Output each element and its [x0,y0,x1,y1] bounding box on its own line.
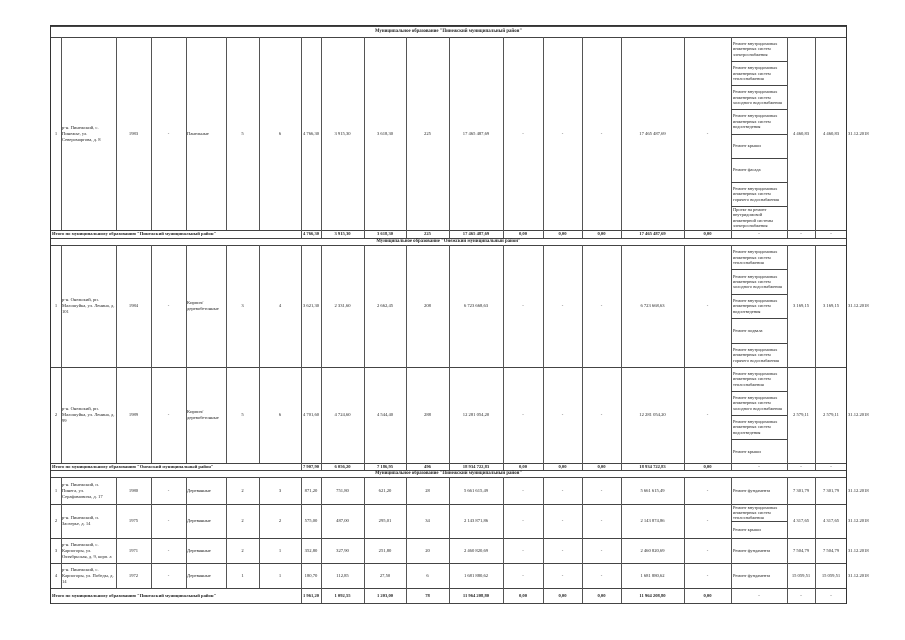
cell-material: Кирпич/ деревобетонные [187,300,219,311]
work-item: Ремонт внутридомовых инженерных систем горячего водоснабжения [733,346,779,363]
cell-cost-budget: - [561,130,564,136]
cell-cost-other: - [706,487,709,493]
cell-deadline: 31.12.2018 [848,518,869,523]
row-divider [51,26,846,27]
work-item: Ремонт подвала [733,327,763,333]
cell-cost-total: 17 465 487,69 [462,130,490,136]
cell-year: 1984 [128,303,139,308]
cell-area-living: 2 331,60 [334,303,351,308]
cell-cost-total: 12 281 054,20 [462,412,490,417]
cell-limit-cost: 15 059,51 [821,572,841,578]
total-cost-municipal: 0,00 [597,463,606,469]
cell-floors: 5 [241,412,244,417]
total-deadline: - [758,231,760,236]
work-cell [731,269,787,293]
cell-area-owned: 251,80 [378,547,392,553]
work-item: Ремонт внутридомовых инженерных систем теплоснабжения [733,504,778,521]
work-item: Ремонт фундамента [733,548,771,553]
cell-year: 1980 [128,487,139,493]
cell-year: 1975 [128,518,139,523]
cell-material: Панельные [187,130,209,136]
cell-cost-owners: 6 723 668,63 [640,303,665,308]
work-item: Ремонт внутридомовых инженерных систем теплоснабжения [733,371,778,387]
cell-cost-total: 2 143 871,86 [463,518,489,523]
cell-area-owned: 295,01 [378,518,392,523]
cell-entrances: 6 [278,412,282,417]
work-cell [731,563,787,588]
cell-floors: 2 [241,547,244,553]
cell-material: Деревянные [187,547,211,553]
total-deadline: - [758,463,760,469]
cell-unit-cost: 7 301,79 [792,487,810,493]
total-area-owned: 1 203,00 [376,592,394,598]
cell-unit-cost: 4 460,83 [792,130,810,136]
cell-cost-budget: - [561,412,564,417]
cell-residents: 288 [424,412,431,417]
work-item: Ремонт фундамента [733,573,771,578]
cell-cost-other: - [706,303,709,308]
work-cell [731,538,787,563]
total-residents: 225 [424,231,431,236]
cell-cost-other: - [706,518,709,523]
cell-address: р-н. Пинежский, с. Карпогоры, ул. Победы, д. 14 [62,566,114,584]
cell-year-major: - [167,130,170,136]
capital-repair-table [50,25,869,604]
cell-material: Деревянные [187,487,211,493]
total-label: Итого по муниципальному образованию "Пинежский муниципальный район" [52,231,217,236]
work-cell [731,504,787,521]
work-item: Ремонт внутридомовых инженерных систем теплоснабжения [733,249,778,265]
cell-cost-other: - [706,130,709,136]
cell-cost-fund: - [522,572,524,578]
work-cell [731,367,787,391]
cell-cost-owners: 2 460 820,69 [640,547,665,553]
cell-floors: 1 [241,572,244,578]
cell-address: р-н. Пинежский, п. Заозерье, д. 14 [62,515,100,526]
work-item: Ремонт крыши [733,448,761,454]
work-item: Ремонт внутридомовых инженерных систем холодного водоснабжения [733,395,782,411]
section-title: Муниципальное образование "Пинежский муниципальный район" [374,470,523,476]
cell-year: 1983 [128,130,139,136]
cell-cost-total: 5 661 615,49 [463,487,489,493]
work-item: Ремонт внутридомовых инженерных систем водоотведения [733,297,778,314]
total-area-owned: 3 618,30 [376,231,394,236]
cell-cost-municipal: - [600,572,603,578]
work-cell [731,343,787,367]
work-cell [731,37,787,61]
total-label: Итого по муниципальному образованию "Пинежский муниципальный район" [52,592,217,598]
cell-deadline: 31.12.2018 [848,303,869,308]
cell-material: Деревянные [187,518,211,523]
cell-cost-fund: - [522,412,524,417]
cell-floors: 2 [241,518,244,523]
cell-deadline: 31.12.2018 [848,572,869,578]
cell-residents: 208 [424,303,431,308]
cell-year-major: - [167,547,170,553]
cell-area-owned: 27,50 [379,572,391,578]
cell-cost-municipal: - [600,487,603,493]
cell-year: 1989 [128,412,139,417]
work-cell [731,521,787,538]
cell-address: р-н. Пинежский, с. Карпогоры, ул. Октябрьская, д. 9, корп. а [62,541,112,559]
cell-area-owned: 4 544,40 [376,412,394,417]
total-area-total: 1 961,20 [302,592,320,598]
cell-area-living: 3 915,30 [334,130,351,136]
work-item: Ремонт внутридомовых инженерных систем водоотведения [733,419,778,435]
work-cell [731,109,787,133]
cell-entrances: 2 [278,518,282,523]
total-area-living: 3 915,30 [334,231,351,236]
work-cell [731,245,787,269]
total-area-total: 4 766,30 [302,231,320,236]
cell-entrances: 6 [278,130,282,136]
total-cost-owners: 18 934 722,83 [639,463,666,469]
total-residents: 496 [424,463,431,469]
total-cost-other: 0,00 [703,231,712,236]
cell-limit-cost: 3 169,15 [822,303,840,308]
work-cell [731,158,787,182]
cell-year-major: - [167,572,170,578]
cell-cost-budget: - [561,547,564,553]
cell-num: 1 [54,130,58,136]
cell-cost-municipal: - [600,303,603,308]
cell-cost-owners: 17 465 487,69 [639,130,666,136]
work-cell [731,85,787,109]
cell-area-owned: 2 662,45 [376,303,394,308]
cell-cost-budget: - [561,303,564,308]
cell-residents: 34 [425,518,430,523]
cell-cost-owners: 1 681 880,62 [640,572,665,578]
cell-num: 2 [54,412,58,417]
total-limit-cost: - [830,463,832,469]
cell-num: 1 [54,303,58,308]
cell-residents: 225 [424,130,431,136]
cell-area-total: 180,70 [304,572,318,578]
total-cost-total: 11 964 208,80 [462,592,490,598]
cell-cost-fund: - [522,518,524,523]
cell-floors: 3 [241,303,244,308]
total-cost-municipal: 0,00 [597,231,606,236]
cell-material: Кирпич/ деревобетонные [187,409,219,420]
cell-limit-cost: 4 317,65 [822,518,840,523]
work-item: Ремонт внутридомовых инженерных систем теплоснабжения [733,65,778,81]
total-cost-fund: 0,00 [518,463,528,469]
cell-year: 1972 [128,572,139,578]
total-area-living: 1 092,55 [334,592,351,598]
cell-residents: 28 [425,487,430,493]
cell-floors: 5 [241,130,244,136]
work-cell [731,439,787,463]
total-cost-owners: 11 964 208,80 [639,592,666,598]
cell-entrances: 1 [278,572,282,578]
cell-limit-cost: 2 579,11 [823,412,839,417]
cell-year-major: - [167,518,170,523]
cell-cost-total: 6 723 668,63 [463,303,489,308]
cell-cost-fund: - [522,547,524,553]
row-divider [51,603,846,604]
cell-cost-budget: - [561,487,564,493]
cell-entrances: 4 [278,303,282,308]
cell-entrances: 3 [278,487,282,493]
cell-area-living: 327,90 [336,547,349,553]
cell-num: 1 [54,487,58,493]
cell-deadline: 31.12.2018 [848,487,869,493]
work-cell [731,61,787,85]
cell-area-living: 751,80 [336,487,349,493]
cell-address: р-н. Пинежский, п. Пинега, ул. Серафимовича, д. 17 [62,481,103,499]
cell-area-total: 4 766,30 [302,130,320,136]
cell-area-owned: 621,20 [378,487,392,493]
cell-cost-fund: - [522,303,524,308]
work-item: Ремонт крыши [733,527,761,532]
cell-unit-cost: 2 579,11 [793,412,809,417]
cell-year-major: - [167,487,170,493]
cell-deadline: 31.12.2018 [848,547,869,553]
total-unit-cost: - [800,592,802,598]
cell-area-total: 4 701,60 [302,412,320,417]
work-cell [731,182,787,206]
cell-area-owned: 3 618,30 [376,130,394,136]
total-cost-budget: 0,00 [558,231,567,236]
cell-cost-owners: 5 661 615,49 [640,487,665,493]
work-item: Ремонт внутридомовых инженерных систем холодного водоснабжения [733,273,782,290]
total-cost-total: 17 465 487,69 [462,231,490,236]
cell-year-major: - [167,412,170,417]
work-cell [731,477,787,504]
cell-area-total: 575,00 [304,518,318,523]
total-area-total: 7 907,90 [302,463,320,469]
cell-residents: 6 [426,572,429,578]
work-item: Ремонт внутридомовых инженерных систем холодного водоснабжения [733,89,782,106]
total-cost-budget: 0,00 [558,592,567,598]
total-cost-fund: 0,00 [518,231,528,236]
cell-cost-other: - [706,412,709,417]
cell-floors: 2 [241,487,244,493]
cell-cost-municipal: - [600,518,603,523]
cell-area-living: 4 724,60 [334,412,351,417]
section-title: Муниципальное образование "Онежский муниципальный район" [376,238,521,244]
cell-area-total: 3 621,30 [302,303,320,308]
total-cost-fund: 0,00 [518,592,528,598]
cell-address: р-н. Онежский, рп. Малошуйка, ул. Ленина, д. 99 [62,406,115,423]
work-item: Ремонт крыши [733,143,761,149]
cell-area-total: 871,20 [304,487,318,493]
total-limit-cost: - [830,231,832,236]
cell-entrances: 1 [278,547,282,553]
work-item: Ремонт фундамента [733,488,771,493]
total-residents: 78 [425,592,430,598]
cell-num: 2 [54,518,58,523]
cell-year: 1971 [128,547,139,553]
cell-cost-owners: 2 143 874,86 [640,518,665,523]
total-area-living: 6 056,20 [334,463,351,469]
work-item: Ремонт внутридомовых инженерных систем водоотведения [733,113,778,130]
work-item: Проект на ремонт внутридомовой инженерной системы электроснабжения [733,206,773,229]
cell-limit-cost: 7 504,79 [822,547,840,553]
work-cell [731,318,787,342]
work-cell [731,391,787,415]
cell-cost-budget: - [561,572,564,578]
work-cell [731,294,787,318]
total-cost-other: 0,00 [703,463,712,469]
cell-cost-total: 1 681 880,62 [463,572,489,578]
cell-cost-other: - [706,547,709,553]
cell-material: Деревянные [187,572,211,578]
cell-unit-cost: 4 317,65 [792,518,810,523]
total-cost-municipal: 0,00 [597,592,606,598]
cell-area-living: 487,00 [336,518,349,523]
cell-area-living: 112,85 [336,572,349,578]
cell-cost-fund: - [522,487,524,493]
cell-year-major: - [167,303,170,308]
cell-cost-fund: - [522,130,524,136]
work-item: Ремонт фасада [733,167,761,173]
cell-cost-other: - [706,572,709,578]
total-unit-cost: - [800,231,802,236]
total-limit-cost: - [830,592,832,598]
total-unit-cost: - [800,463,802,469]
work-cell [731,206,787,230]
cell-num: 3 [54,547,58,553]
cell-cost-budget: - [561,518,564,523]
cell-unit-cost: 3 169,15 [792,303,810,308]
cell-unit-cost: 15 059,51 [791,572,811,578]
cell-deadline: 31.12.2018 [848,130,869,136]
cell-limit-cost: 7 301,79 [822,487,840,493]
cell-limit-cost: 4 460,83 [822,130,840,136]
total-cost-total: 18 934 722,83 [462,463,490,469]
section-title: Муниципальное образование "Пинежский муниципальный район" [374,28,523,34]
cell-address: р-н. Пинежский, с. Пинежье, ул. Северомаргова, д. 8 [62,124,101,142]
cell-address: р-н. Онежский, рп. Малошуйка, ул. Ленина, д. 101 [62,297,115,314]
work-item: Ремонт внутридомовых инженерных систем горячего водоснабжения [733,185,779,202]
cell-cost-municipal: - [600,412,603,417]
work-cell [731,415,787,439]
cell-unit-cost: 7 504,79 [792,547,810,553]
cell-num: 4 [54,572,58,578]
total-deadline: - [758,592,760,598]
cell-residents: 20 [425,547,430,553]
cell-cost-municipal: - [600,547,603,553]
cell-cost-owners: 12 281 054,20 [639,412,666,417]
work-cell [731,134,787,158]
total-area-owned: 7 186,95 [376,463,394,469]
total-cost-owners: 17 465 487,69 [639,231,666,236]
total-cost-budget: 0,00 [558,463,567,469]
cell-area-total: 352,80 [304,547,318,553]
total-label: Итого по муниципальному образованию "Онежский муниципальный район" [52,463,214,469]
cell-deadline: 31.12.2018 [848,412,869,417]
cell-cost-total: 2 460 820,69 [463,547,489,553]
total-cost-other: 0,00 [703,592,712,598]
work-item: Ремонт внутридомовых инженерных систем электроснабжения [733,41,778,57]
cell-cost-municipal: - [600,130,603,136]
